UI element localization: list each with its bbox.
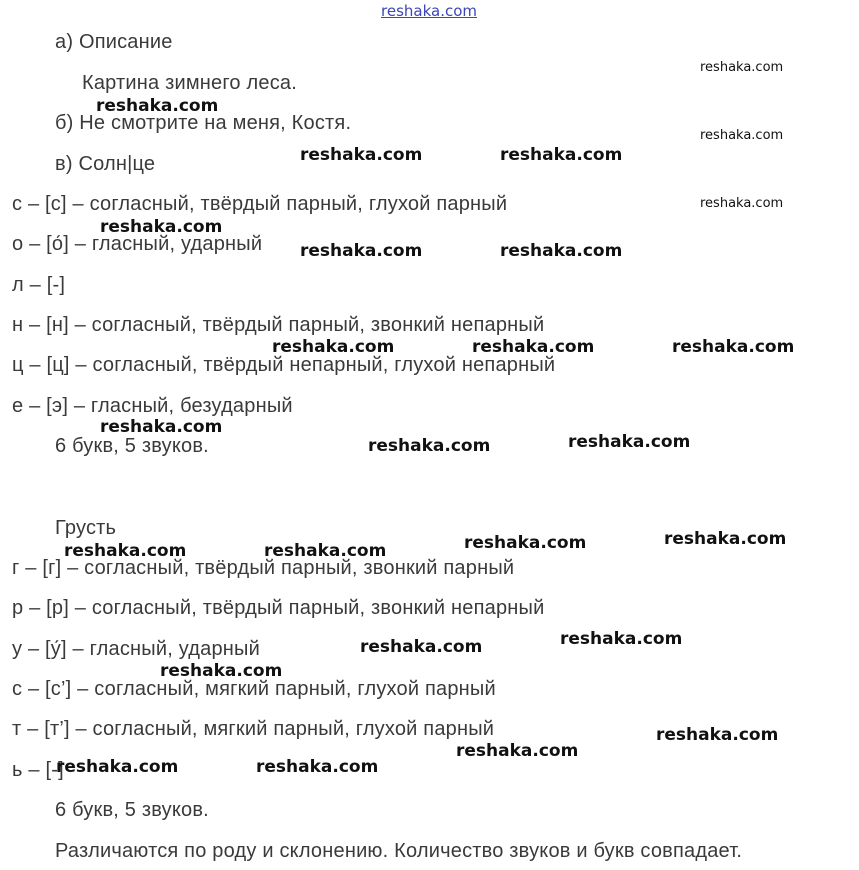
watermark: reshaka.com bbox=[500, 145, 623, 165]
text-line-a: а) Описание bbox=[55, 31, 173, 53]
watermark: reshaka.com bbox=[264, 541, 387, 561]
text-line-o: о – [о́] – гласный, ударный bbox=[12, 233, 263, 255]
text-line-description: Картина зимнего леса. bbox=[82, 72, 297, 94]
text-line-e: е – [э] – гласный, безударный bbox=[12, 395, 293, 417]
watermark: reshaka.com bbox=[500, 241, 623, 261]
watermark: reshaka.com bbox=[664, 529, 787, 549]
watermark: reshaka.com bbox=[96, 96, 219, 116]
watermark: reshaka.com bbox=[100, 217, 223, 237]
watermark: reshaka.com bbox=[360, 637, 483, 657]
watermark: reshaka.com bbox=[368, 436, 491, 456]
watermark: reshaka.com bbox=[456, 741, 579, 761]
text-line-u: у – [у́] – гласный, ударный bbox=[12, 638, 260, 660]
watermark: reshaka.com bbox=[672, 337, 795, 357]
watermark: reshaka.com bbox=[300, 241, 423, 261]
text-line-v: в) Солн|це bbox=[55, 153, 156, 175]
watermark: reshaka.com bbox=[568, 432, 691, 452]
text-line-t-soft: т – [т’] – согласный, мягкий парный, глухой парный bbox=[12, 718, 495, 740]
watermark: reshaka.com bbox=[560, 629, 683, 649]
watermark: reshaka.com bbox=[464, 533, 587, 553]
watermark: reshaka.com bbox=[100, 417, 223, 437]
text-line-count-2: 6 букв, 5 звуков. bbox=[55, 799, 209, 821]
text-line-g: г – [г] – согласный, твёрдый парный, звонкий парный bbox=[12, 557, 515, 579]
watermark: reshaka.com bbox=[700, 128, 784, 143]
watermark: reshaka.com bbox=[656, 725, 779, 745]
text-line-soft-sign: ь – [-] bbox=[12, 759, 64, 781]
text-line-l: л – [-] bbox=[12, 274, 66, 296]
watermark: reshaka.com bbox=[700, 196, 784, 211]
watermark: reshaka.com bbox=[64, 541, 187, 561]
watermark: reshaka.com bbox=[160, 661, 283, 681]
text-line-ts: ц – [ц] – согласный, твёрдый непарный, глухой непарный bbox=[12, 354, 556, 376]
text-line-s: с – [с] – согласный, твёрдый парный, глухой парный bbox=[12, 193, 508, 215]
watermark: reshaka.com bbox=[56, 757, 179, 777]
watermark: reshaka.com bbox=[256, 757, 379, 777]
text-line-r: р – [р] – согласный, твёрдый парный, звонкий непарный bbox=[12, 597, 545, 619]
text-line-grust: Грусть bbox=[55, 517, 117, 539]
watermark: reshaka.com bbox=[472, 337, 595, 357]
text-line-s-soft: с – [с’] – согласный, мягкий парный, глухой парный bbox=[12, 678, 496, 700]
watermark: reshaka.com bbox=[272, 337, 395, 357]
text-line-n: н – [н] – согласный, твёрдый парный, звонкий непарный bbox=[12, 314, 545, 336]
watermark: reshaka.com bbox=[300, 145, 423, 165]
text-line-b: б) Не смотрите на меня, Костя. bbox=[55, 112, 352, 134]
site-link-top[interactable]: reshaka.com bbox=[381, 2, 477, 20]
text-line-conclusion: Различаются по роду и склонению. Количество звуков и букв совпадает. bbox=[55, 840, 743, 862]
watermark: reshaka.com bbox=[700, 60, 784, 75]
text-line-count-1: 6 букв, 5 звуков. bbox=[55, 435, 209, 457]
